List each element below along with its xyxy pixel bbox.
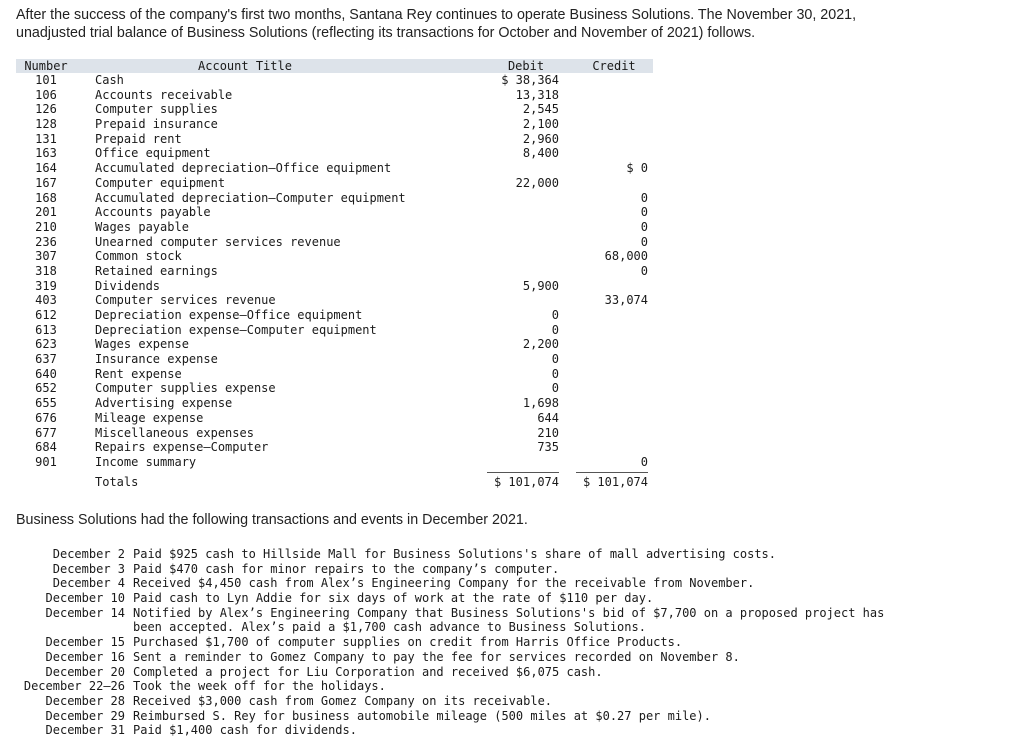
credit-amount: 0 <box>640 263 648 278</box>
table-row <box>16 455 656 470</box>
account-title: Prepaid rent <box>95 131 182 146</box>
table-row <box>16 88 656 103</box>
credit-amount: 0 <box>640 205 648 220</box>
credit-amount: 68,000 <box>604 249 648 264</box>
debit-amount: $ 38,364 <box>501 73 559 87</box>
account-title: Depreciation expense—Computer equipment <box>95 322 377 337</box>
transaction-date: December 16 <box>45 649 125 664</box>
credit-amount: 0 <box>640 190 648 205</box>
table-row <box>16 367 656 382</box>
debit-amount: 644 <box>537 410 559 425</box>
table-row <box>16 117 656 132</box>
debit-amount: 0 <box>551 322 559 337</box>
table-row <box>16 205 656 220</box>
account-title: Common stock <box>95 249 182 264</box>
account-number: 101 <box>35 73 57 87</box>
account-number: 623 <box>35 337 57 352</box>
account-number: 126 <box>35 102 57 117</box>
table-row <box>16 73 656 88</box>
account-number: 684 <box>35 440 57 455</box>
intro-paragraph <box>16 6 1006 42</box>
account-title: Wages payable <box>95 219 189 234</box>
table-body <box>16 73 656 470</box>
account-title: Income summary <box>95 454 197 469</box>
debit-amount: 0 <box>551 352 559 367</box>
transaction-date: December 2 <box>52 547 125 561</box>
table-row <box>16 132 656 147</box>
transaction-date: December 14 <box>45 605 125 620</box>
account-number: 612 <box>35 308 57 322</box>
trial-balance-table <box>16 59 656 491</box>
transaction-text: Reimbursed S. Rey for business automobile mileage (500 miles at $0.27 per mile). <box>133 708 711 723</box>
account-title: Miscellaneous expenses <box>95 425 254 440</box>
account-number: 640 <box>35 366 57 381</box>
account-number: 210 <box>35 219 57 234</box>
account-title: Accounts payable <box>95 205 211 220</box>
transaction-date: December 20 <box>45 664 125 679</box>
december-intro: Business Solutions had the following transactions and events in December 2021. <box>16 512 528 528</box>
table-row <box>16 161 656 176</box>
account-number: 201 <box>35 205 57 220</box>
transaction-text: Received $3,000 cash from Gomez Company on its receivable. <box>133 693 553 708</box>
transaction-date: December 22–26 <box>23 679 125 694</box>
debit-amount: 22,000 <box>515 175 559 190</box>
account-number: 676 <box>35 410 57 425</box>
account-number: 164 <box>35 161 57 176</box>
table-row <box>16 279 656 294</box>
intro-line: unadjusted trial balance of Business Solutions (reflecting its transactions for October and November of 2021) follows. <box>16 25 756 41</box>
account-number: 168 <box>35 190 57 205</box>
transaction-text: Received $4,450 cash from Alex’s Engineering Company for the receivable from November. <box>133 576 755 591</box>
credit-amount: 0 <box>640 219 648 234</box>
table-row <box>16 440 656 455</box>
transaction-date: December 31 <box>45 723 125 738</box>
table-row <box>16 146 656 161</box>
debit-amount: 2,960 <box>522 131 559 146</box>
credit-amount: 33,074 <box>604 293 648 308</box>
transaction-text: Took the week off for the holidays. <box>133 679 386 694</box>
account-title: Accounts receivable <box>95 87 233 102</box>
table-row <box>16 352 656 367</box>
table-header <box>16 59 653 73</box>
account-title: Prepaid insurance <box>95 117 218 132</box>
debit-amount: 0 <box>551 381 559 396</box>
table-row <box>16 323 656 338</box>
account-title: Accumulated depreciation—Office equipment <box>95 161 392 176</box>
transaction-text: Notified by Alex’s Engineering Company that Business Solutions's bid of $7,700 on a proposed project has <box>133 605 885 620</box>
account-number: 319 <box>35 278 57 293</box>
table-row <box>16 308 656 323</box>
debit-total-rule <box>487 472 559 473</box>
table-row <box>16 396 656 411</box>
account-number: 307 <box>35 249 57 264</box>
debit-amount: 0 <box>551 366 559 381</box>
table-row <box>16 293 656 308</box>
transaction-date: December 29 <box>45 708 125 723</box>
account-number: 403 <box>35 293 57 308</box>
account-number: 236 <box>35 234 57 249</box>
table-row <box>16 176 656 191</box>
debit-amount: 0 <box>551 308 559 322</box>
account-title: Computer supplies <box>95 102 218 117</box>
debit-amount: 735 <box>537 440 559 455</box>
account-number: 677 <box>35 425 57 440</box>
account-title: Rent expense <box>95 366 182 381</box>
account-title: Retained earnings <box>95 263 218 278</box>
transaction-text: Paid $925 cash to Hillside Mall for Business Solutions's share of mall advertising costs. <box>133 547 776 561</box>
account-number: 637 <box>35 352 57 367</box>
debit-amount: 5,900 <box>522 278 559 293</box>
account-title: Computer supplies expense <box>95 381 276 396</box>
account-number: 613 <box>35 322 57 337</box>
account-title: Accumulated depreciation—Computer equipment <box>95 190 406 205</box>
account-number: 318 <box>35 263 57 278</box>
totals-label: Totals <box>95 474 139 489</box>
table-row <box>16 337 656 352</box>
credit-total-rule <box>576 472 648 473</box>
transaction-text: Sent a reminder to Gomez Company to pay the fee for services recorded on November 8. <box>133 649 740 664</box>
account-number: 128 <box>35 117 57 132</box>
transaction-date: December 4 <box>52 576 125 591</box>
account-title: Advertising expense <box>95 396 233 411</box>
table-row <box>16 220 656 235</box>
account-number: 901 <box>35 454 57 469</box>
transaction-text: Completed a project for Liu Corporation and received $6,075 cash. <box>133 664 603 679</box>
debit-amount: 2,200 <box>522 337 559 352</box>
table-row <box>16 191 656 206</box>
transaction-text: Paid $470 cash for minor repairs to the company’s computer. <box>133 561 560 576</box>
account-number: 167 <box>35 175 57 190</box>
transaction-date: December 15 <box>45 635 125 650</box>
account-title: Depreciation expense—Office equipment <box>95 308 363 322</box>
totals-debit: $ 101,074 <box>493 474 559 489</box>
account-title: Repairs expense—Computer <box>95 440 269 455</box>
account-number: 131 <box>35 131 57 146</box>
account-title: Wages expense <box>95 337 189 352</box>
transaction-date: December 28 <box>45 693 125 708</box>
debit-amount: 210 <box>537 425 559 440</box>
totals-credit: $ 101,074 <box>582 474 648 489</box>
credit-amount: $ 0 <box>626 161 648 176</box>
account-title: Computer services revenue <box>95 293 276 308</box>
account-title: Insurance expense <box>95 352 218 367</box>
transaction-text: Paid cash to Lyn Addie for six days of work at the rate of $110 per day. <box>133 591 654 606</box>
debit-amount: 2,100 <box>522 117 559 132</box>
account-title: Cash <box>95 73 124 87</box>
debit-amount: 2,545 <box>522 102 559 117</box>
account-title: Unearned computer services revenue <box>95 234 341 249</box>
transaction-text: been accepted. Alex’s paid a $1,700 cash advance to Business Solutions. <box>133 620 646 635</box>
header-credit: Credit <box>592 59 636 73</box>
transaction-date: December 10 <box>45 591 125 606</box>
header-number: Number <box>24 59 68 73</box>
account-number: 163 <box>35 146 57 161</box>
debit-amount: 13,318 <box>515 87 559 102</box>
debit-amount: 1,698 <box>522 396 559 411</box>
table-row <box>16 411 656 426</box>
account-number: 652 <box>35 381 57 396</box>
header-debit: Debit <box>507 59 545 73</box>
table-row <box>16 426 656 441</box>
account-title: Dividends <box>95 278 161 293</box>
account-number: 106 <box>35 87 57 102</box>
account-title: Mileage expense <box>95 410 204 425</box>
transaction-text: Purchased $1,700 of computer supplies on credit from Harris Office Products. <box>133 635 683 650</box>
table-row <box>16 264 656 279</box>
credit-amount: 0 <box>640 234 648 249</box>
account-title: Computer equipment <box>95 175 226 190</box>
totals-row <box>16 475 656 491</box>
table-row <box>16 102 656 117</box>
header-account-title: Account Title <box>198 59 292 73</box>
transaction-date: December 3 <box>52 561 125 576</box>
table-row <box>16 381 656 396</box>
table-row <box>16 235 656 250</box>
account-title: Office equipment <box>95 146 211 161</box>
table-row <box>16 249 656 264</box>
debit-amount: 8,400 <box>522 146 559 161</box>
intro-line: After the success of the company's first two months, Santana Rey continues to operate Business Solutions. The November 30, 2021, <box>16 7 857 23</box>
credit-amount: 0 <box>640 454 648 469</box>
account-number: 655 <box>35 396 57 411</box>
transaction-text: Paid $1,400 cash for dividends. <box>133 723 357 738</box>
